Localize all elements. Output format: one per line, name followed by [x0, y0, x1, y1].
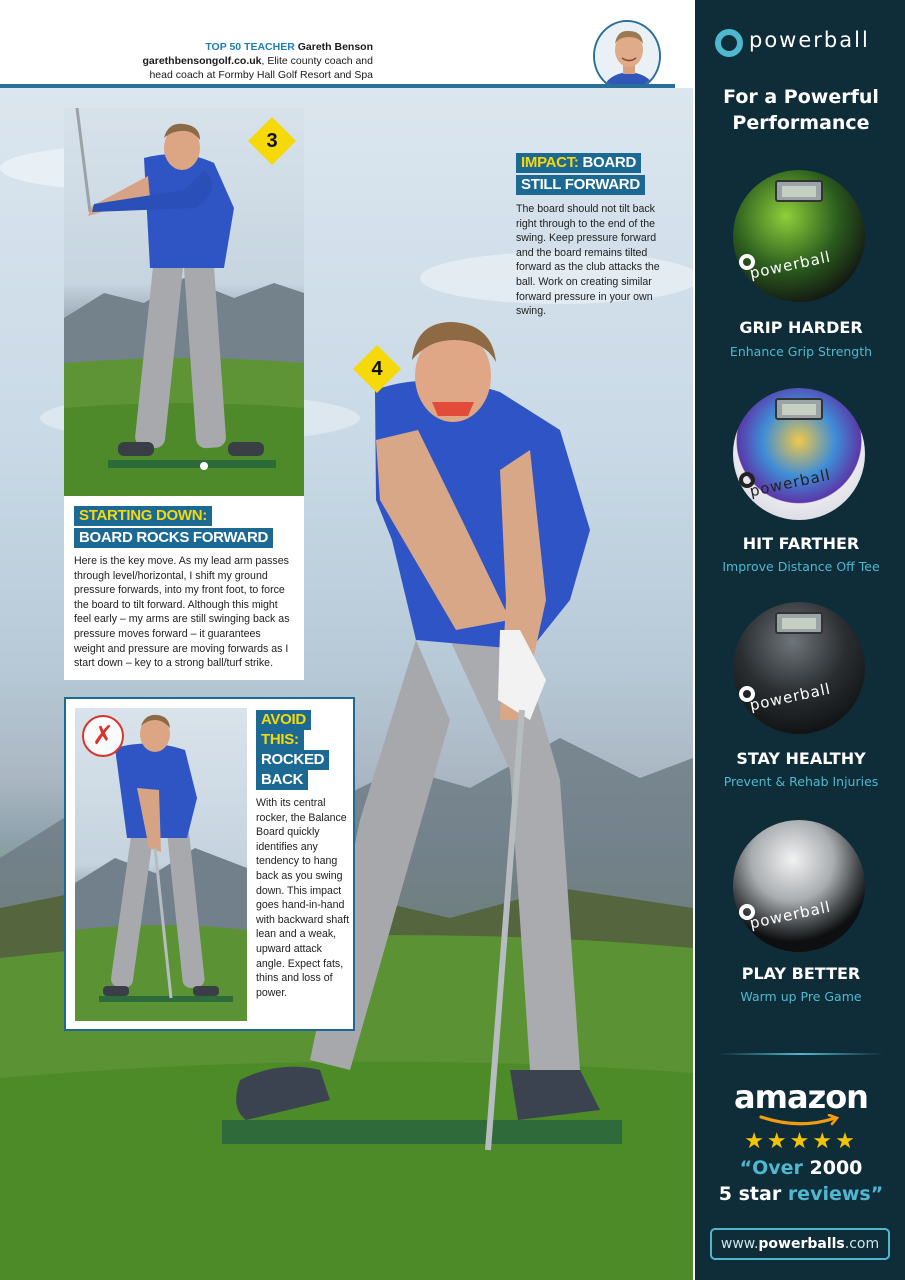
quote-close: ” [870, 1183, 884, 1205]
reviews-stars-label: 5 star [718, 1183, 788, 1205]
impact-heading-2: STILL FORWARD [516, 175, 645, 195]
feature-title-4: PLAY BETTER [741, 964, 861, 983]
teacher-credential-2: head coach at Formby Hall Golf Resort and Spa [149, 69, 373, 81]
starting-down-body: Here is the key move. As my lead arm passes through level/horizontal, I shift my ground pressure forwards, into my front foot, to force the board to tilt forward. Although this might feel early – my arms are still swinging back as pressure moves forward – it guarantees weight and pressure are moving forwards as I start down – key to a strong ball/turf strike. [74, 555, 290, 670]
ball-brand-3: powerball [748, 679, 833, 715]
feature-subtitle-4: Warm up Pre Game [740, 989, 862, 1004]
starting-down-heading-2: BOARD ROCKS FORWARD [74, 528, 273, 548]
avoid-heading-4: BACK [256, 770, 308, 790]
ball-brand-1: powerball [748, 247, 833, 283]
powerball-product-3 [733, 602, 865, 734]
step-3-number: 3 [266, 130, 278, 152]
avoid-panel [64, 697, 355, 1031]
ad-tagline [695, 84, 905, 136]
ball-brand-2: powerball [748, 465, 833, 501]
avoid-heading-3: ROCKED [256, 750, 329, 770]
amazon-smile-icon [757, 1114, 843, 1128]
avoid-heading-1: AVOID [256, 710, 311, 730]
impact-heading-label: IMPACT: [521, 154, 579, 171]
impact-caption [516, 153, 668, 319]
avoid-body: With its central rocker, the Balance Board quickly identifies any tendency to hang back as you swing down. This impact goes hand-in-hand with backward shaft lean and a weak, upward attack angle. Expect fats, thins and loss of power. [256, 797, 350, 999]
step-4-number: 4 [371, 358, 383, 380]
ad-tagline-2: Performance [732, 112, 870, 134]
teacher-website-link[interactable]: garethbensongolf.co.uk [142, 55, 262, 67]
teacher-avatar [593, 20, 661, 92]
feature-title-2: HIT FARTHER [742, 534, 860, 553]
reviews-count: 2000 [802, 1157, 863, 1179]
feature-title-1: GRIP HARDER [739, 318, 863, 337]
teacher-credential-1: , Elite county coach and [261, 55, 373, 67]
teacher-tag: TOP 50 TEACHER [205, 41, 295, 53]
feature-title-3: STAY HEALTHY [736, 749, 866, 768]
powerball-product-4 [733, 820, 865, 952]
impact-body: The board should not tilt back right through to the end of the swing. Keep pressure forward and the board remains tilted forward as the club attacks the ball. Work on creating similar forward pressure in your own swing. [516, 203, 660, 318]
powerballs-website-button[interactable] [710, 1228, 890, 1260]
avoid-heading-2: THIS: [256, 730, 304, 750]
rating-stars-icon: ★★★★★ [744, 1129, 858, 1154]
amazon-logo-text: amazon [734, 1078, 868, 1116]
ad-divider [719, 1053, 883, 1055]
reviews-quote [695, 1155, 905, 1207]
feature-subtitle-2: Improve Distance Off Tee [722, 559, 880, 574]
url-suffix: .com [844, 1236, 880, 1252]
reviews-word: reviews [787, 1183, 871, 1205]
powerball-logo-text: powerball [749, 28, 870, 52]
wrong-x-icon: ✗ [82, 715, 124, 757]
teacher-credit [142, 40, 373, 82]
ad-tagline-1: For a Powerful [723, 86, 879, 108]
powerball-logo-icon [715, 29, 743, 57]
quote-open: “ [739, 1157, 753, 1179]
rocked-back-photo [75, 708, 247, 1021]
url-main: powerballs [758, 1236, 845, 1252]
reviews-over: Over [752, 1157, 803, 1179]
feature-subtitle-3: Prevent & Rehab Injuries [723, 774, 879, 789]
powerball-product-2 [733, 388, 865, 520]
powerball-advertisement[interactable] [693, 0, 905, 1280]
powerball-product-1 [733, 170, 865, 302]
feature-subtitle-1: Enhance Grip Strength [729, 344, 873, 359]
powerball-logo [715, 28, 895, 58]
url-prefix: www. [720, 1236, 759, 1252]
impact-heading-1: BOARD [578, 154, 636, 171]
teacher-name: Gareth Benson [297, 41, 373, 53]
ball-brand-4: powerball [748, 897, 833, 933]
starting-down-heading-1: STARTING DOWN: [74, 506, 212, 526]
avoid-caption [256, 710, 352, 1000]
